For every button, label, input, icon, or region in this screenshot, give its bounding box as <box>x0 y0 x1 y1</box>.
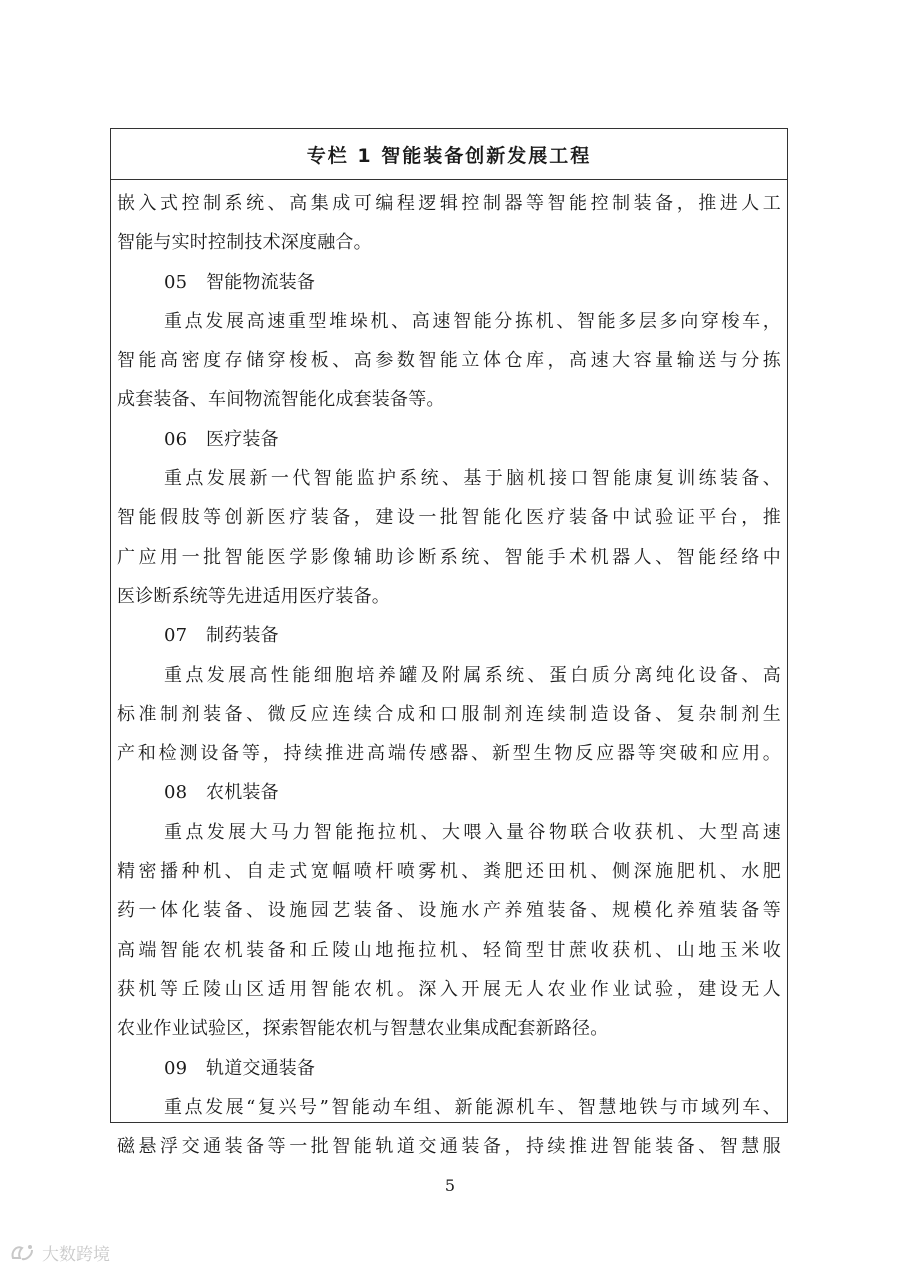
section-name: 轨道交通装备 <box>206 1057 316 1079</box>
text-line: 重点发展高性能细胞培养罐及附属系统、蛋白质分离纯化设备、高 <box>164 664 781 686</box>
text-line: 重点发展“复兴号”智能动车组、新能源机车、智慧地铁与市域列车、 <box>164 1096 781 1118</box>
box-content <box>111 180 787 1166</box>
text-line: 广应用一批智能医学影像辅助诊断系统、智能手术机器人、智能经络中 <box>117 546 781 568</box>
text-line: 重点发展新一代智能监护系统、基于脑机接口智能康复训练装备、 <box>164 468 781 490</box>
section-number: 08 <box>164 782 188 804</box>
text-line: 成套装备、车间物流智能化成套装备等。 <box>117 389 445 411</box>
text-line: 农业作业试验区，探索智能农机与智慧农业集成配套新路径。 <box>117 1018 609 1040</box>
box-title: 专栏 1 智能装备创新发展工程 <box>111 129 787 180</box>
text-line: 磁悬浮交通装备等一批智能轨道交通装备，持续推进智能装备、智慧服 <box>117 1136 781 1158</box>
text-line: 重点发展大马力智能拖拉机、大喂入量谷物联合收获机、大型高速 <box>164 821 781 843</box>
text-line: 获机等丘陵山区适用智能农机。深入开展无人农业作业试验，建设无人 <box>117 978 781 1000</box>
section-heading <box>117 773 781 812</box>
watermark <box>10 1240 110 1265</box>
section-heading <box>117 263 781 302</box>
page-number: 5 <box>444 1176 456 1195</box>
section-number: 07 <box>164 625 188 647</box>
section-number: 06 <box>164 428 188 450</box>
section-name: 制药装备 <box>206 625 279 647</box>
text-line: 标准制剂装备、微反应连续合成和口服制剂连续制造设备、复杂制剂生 <box>117 703 781 725</box>
text-line: 智能与实时控制技术深度融合。 <box>117 232 372 254</box>
section-heading <box>117 420 781 459</box>
section-heading <box>117 616 781 655</box>
text-line: 智能高密度存储穿梭板、高参数智能立体仓库，高速大容量输送与分拣 <box>117 350 781 372</box>
section-name: 农机装备 <box>206 782 279 804</box>
text-line: 重点发展高速重型堆垛机、高速智能分拣机、智能多层多向穿梭车， <box>164 310 781 332</box>
section-name: 医疗装备 <box>206 428 279 450</box>
section-number: 09 <box>164 1057 188 1079</box>
text-line: 高端智能农机装备和丘陵山地拖拉机、轻简型甘蔗收获机、山地玉米收 <box>117 939 781 961</box>
text-line: 智能假肢等创新医疗装备，建设一批智能化医疗装备中试验证平台，推 <box>117 507 781 529</box>
section-name: 智能物流装备 <box>206 271 316 293</box>
text-line: 精密播种机、自走式宽幅喷杆喷雾机、粪肥还田机、侧深施肥机、水肥 <box>117 861 781 883</box>
section-heading <box>117 1049 781 1088</box>
text-line: 产和检测设备等，持续推进高端传感器、新型生物反应器等突破和应用。 <box>117 743 781 765</box>
text-line: 药一体化装备、设施园艺装备、设施水产养殖装备、规模化养殖装备等 <box>117 900 781 922</box>
watermark-text: 大数跨境 <box>42 1245 110 1265</box>
brand-logo-icon <box>10 1242 36 1264</box>
section-number: 05 <box>164 271 188 293</box>
text-line: 嵌入式控制系统、高集成可编程逻辑控制器等智能控制装备，推进人工 <box>117 193 781 214</box>
feature-box <box>110 128 788 1158</box>
text-line: 医诊断系统等先进适用医疗装备。 <box>117 585 390 607</box>
